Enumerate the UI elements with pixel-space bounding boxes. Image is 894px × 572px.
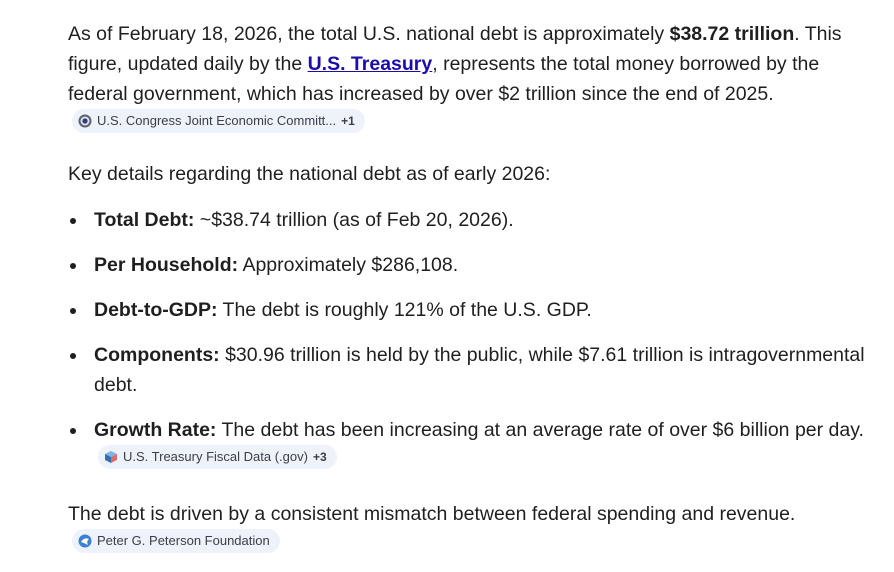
list-item-label: Debt-to-GDP:: [94, 299, 218, 321]
treasury-link[interactable]: U.S. Treasury: [307, 53, 433, 75]
list-item-growth-rate: [68, 415, 868, 475]
intro-text-c: , represents the total money borrowed by the federal government, which has increased by over $2 trillion since the end of 2025.: [68, 53, 820, 105]
list-item-label: Total Debt:: [94, 209, 195, 231]
list-item-text: The debt is roughly 121% of the U.S. GDP.: [217, 299, 592, 321]
cube-icon: [104, 450, 118, 464]
key-details-heading: Key details regarding the national debt as of early 2026:: [68, 163, 551, 185]
source-chip-jec[interactable]: [72, 109, 365, 133]
list-item-label: Per Household:: [94, 254, 239, 276]
source-chip-fiscal-data-label: U.S. Treasury Fiscal Data (.gov): [123, 449, 308, 464]
source-chip-jec-label: U.S. Congress Joint Economic Committ...: [97, 113, 337, 128]
intro-text-b: . This figure, updated daily by the: [68, 23, 842, 75]
list-item-text: $30.96 trillion is held by the public, while $7.61 trillion is intragovernmental debt.: [94, 344, 865, 396]
source-chip-peterson-label: Peter G. Peterson Foundation: [97, 533, 270, 548]
list-item-text: Approximately $286,108.: [238, 254, 459, 276]
list-item-label: Growth Rate:: [94, 419, 217, 441]
globe-icon: [78, 534, 92, 548]
source-chip-peterson[interactable]: [72, 529, 280, 553]
key-details-list: [68, 205, 868, 490]
list-item-label: Components:: [94, 344, 220, 366]
list-item-total-debt: [68, 205, 868, 235]
source-chip-jec-more: +1: [341, 114, 355, 128]
list-item-text: ~$38.74 trillion (as of Feb 20, 2026).: [194, 209, 514, 231]
closing-text: The debt is driven by a consistent mismatch between federal spending and revenue.: [68, 503, 796, 525]
list-item-components: [68, 340, 868, 400]
intro-debt-amount: $38.72 trillion: [669, 23, 795, 45]
list-item-text: The debt has been increasing at an average rate of over $6 billion per day.: [216, 419, 864, 441]
seal-icon: [78, 114, 92, 128]
intro-text-a: As of February 18, 2026, the total U.S. national debt is approximately: [68, 23, 670, 45]
list-item-debt-to-gdp: [68, 295, 868, 325]
source-chip-fiscal-data-more: +3: [312, 450, 327, 464]
intro-paragraph: [68, 19, 868, 139]
list-item-per-household: [68, 250, 868, 280]
source-chip-fiscal-data[interactable]: [98, 445, 337, 469]
closing-paragraph: [68, 499, 868, 559]
